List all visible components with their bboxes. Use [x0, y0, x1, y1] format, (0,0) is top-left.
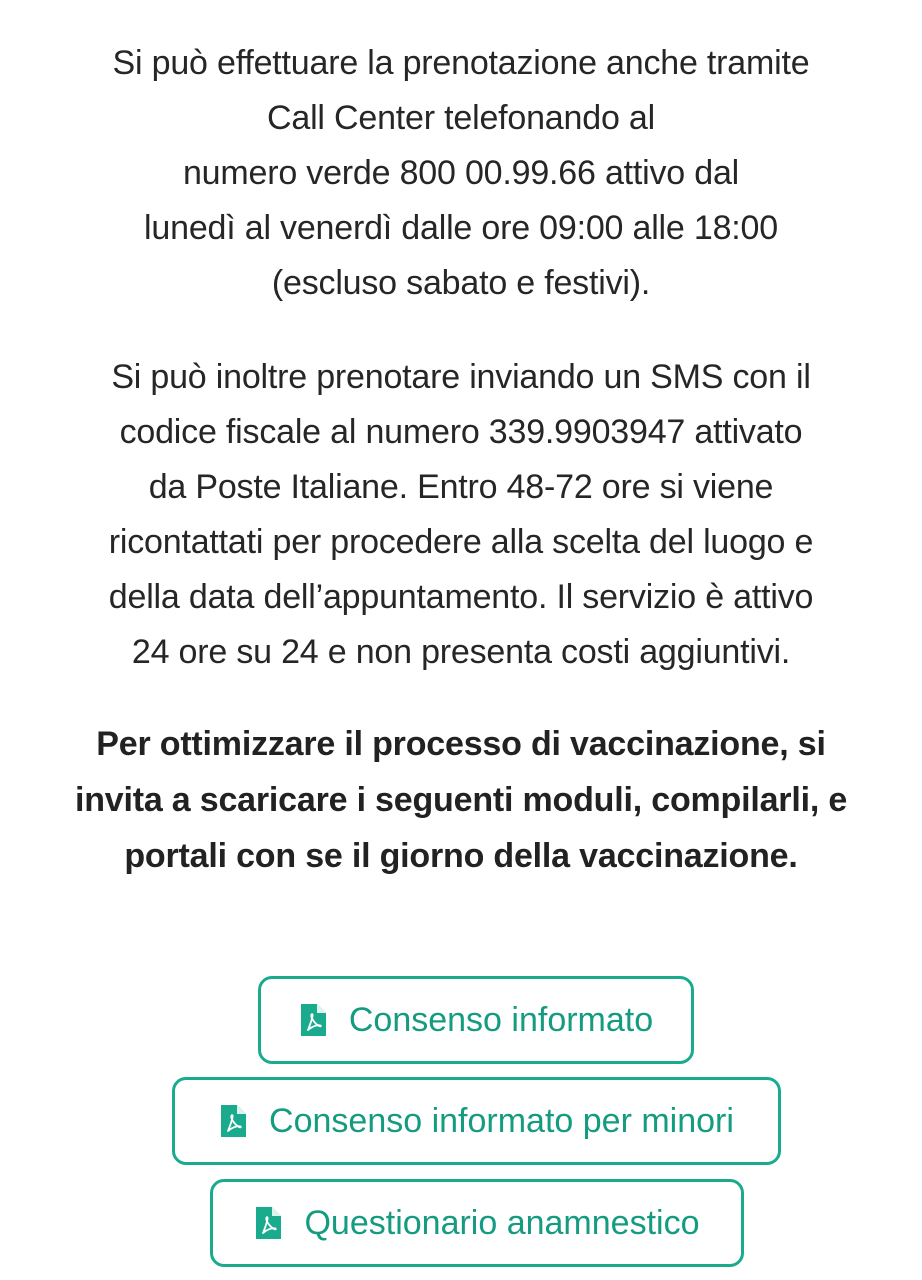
text-line: invita a scaricare i seguenti moduli, compilarli, e [74, 781, 848, 819]
text-line: (escluso sabato e festivi). [271, 264, 651, 302]
call-center-paragraph [60, 36, 862, 311]
text-line: 24 ore su 24 e non presenta costi aggiuntivi. [131, 633, 791, 671]
text-line: Si può inoltre prenotare inviando un SMS con il [111, 358, 811, 396]
sms-booking-paragraph [60, 350, 862, 680]
download-button-label: Consenso informato per minori [269, 1101, 734, 1140]
text-line: Call Center telefonando al [267, 99, 655, 137]
download-questionario-button[interactable] [210, 1179, 744, 1267]
text-line: codice fiscale al numero 339.9903947 attivato [119, 413, 803, 451]
download-consenso-informato-button[interactable] [258, 976, 694, 1064]
pdf-file-icon [299, 1003, 327, 1037]
pdf-file-icon [219, 1104, 247, 1138]
pdf-file-icon [254, 1206, 282, 1240]
text-line: ricontattati per procedere alla scelta del luogo e [108, 523, 814, 561]
forms-notice-paragraph [60, 716, 862, 884]
text-line: Si può effettuare la prenotazione anche tramite [112, 44, 810, 82]
download-button-label: Consenso informato [348, 1000, 654, 1039]
download-button-label: Questionario anamnestico [304, 1203, 700, 1242]
text-line: da Poste Italiane. Entro 48-72 ore si viene [148, 468, 774, 506]
text-line: numero verde 800 00.99.66 attivo dal [182, 154, 740, 192]
text-line: Per ottimizzare il processo di vaccinazione, si [96, 725, 826, 763]
text-line: lunedì al venerdì dalle ore 09:00 alle 18:00 [144, 209, 778, 247]
download-consenso-minori-button[interactable] [172, 1077, 781, 1165]
text-line: portali con se il giorno della vaccinazione. [124, 837, 798, 875]
text-line: della data dell’appuntamento. Il servizio è attivo [108, 578, 814, 616]
